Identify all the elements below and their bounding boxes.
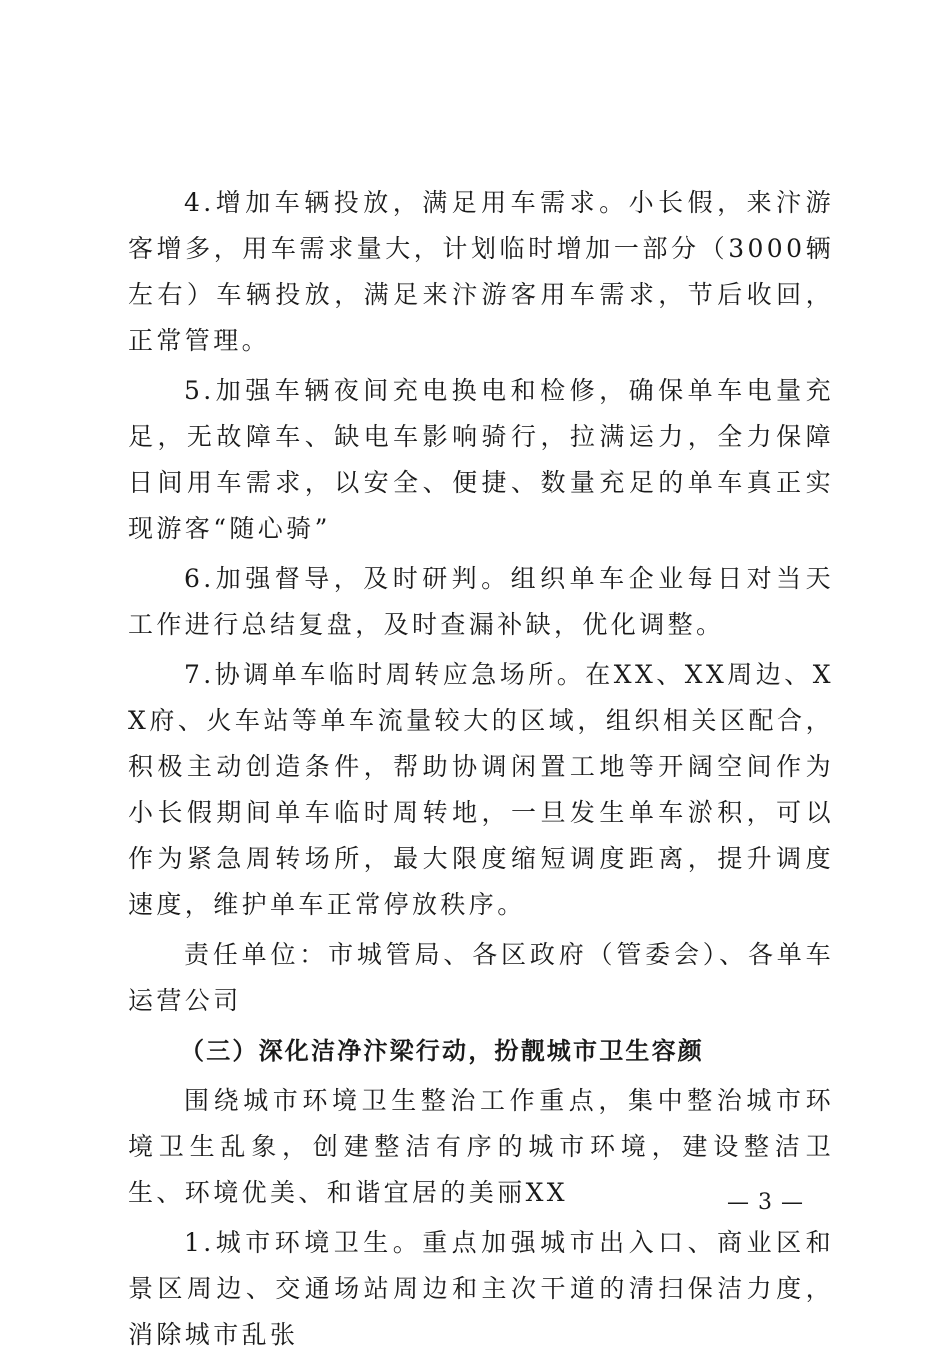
paragraph-responsible-units: 责任单位：市城管局、各区政府（管委会）、各单车运营公司 <box>128 940 834 1015</box>
paragraph-environment-focus: 围绕城市环境卫生整治工作重点，集中整治城市环境卫生乱象，创建整洁有序的城市环境，建设整洁卫生、环境优美、和谐宜居的美丽XX <box>128 1086 834 1207</box>
paragraph-temporary-sites: 7.协调单车临时周转应急场所。在XX、XX周边、XX府、火车站等单车流量较大的区域，组织相关区配合，积极主动创造条件，帮助协调闲置工地等开阔空间作为小长假期间单车临时周转地，一旦发生单车淤积，可以作为紧急周转场所，最大限度缩短调度距离，提升调度速度，维护单车正常停放秩序。 <box>128 660 834 919</box>
paragraph-city-sanitation: 1.城市环境卫生。重点加强城市出入口、商业区和景区周边、交通场站周边和主次干道的清扫保洁力度，消除城市乱张 <box>128 1228 834 1349</box>
document-body <box>128 180 834 1362</box>
paragraph-increase-vehicles: 4.增加车辆投放，满足用车需求。小长假，来汴游客增多，用车需求量大，计划临时增加一部分（3000辆左右）车辆投放，满足来汴游客用车需求，节后收回，正常管理。 <box>128 188 834 355</box>
page-number: — 3 — <box>727 1190 804 1215</box>
paragraph-night-charging: 5.加强车辆夜间充电换电和检修，确保单车电量充足，无故障车、缺电车影响骑行，拉满运力，全力保障日间用车需求，以安全、便捷、数量充足的单车真正实现游客“随心骑” <box>128 376 834 543</box>
paragraph-supervision: 6.加强督导，及时研判。组织单车企业每日对当天工作进行总结复盘，及时查漏补缺，优化调整。 <box>128 564 834 639</box>
section-heading-clean-city: （三）深化洁净汴梁行动，扮靓城市卫生容颜 <box>180 1037 704 1065</box>
